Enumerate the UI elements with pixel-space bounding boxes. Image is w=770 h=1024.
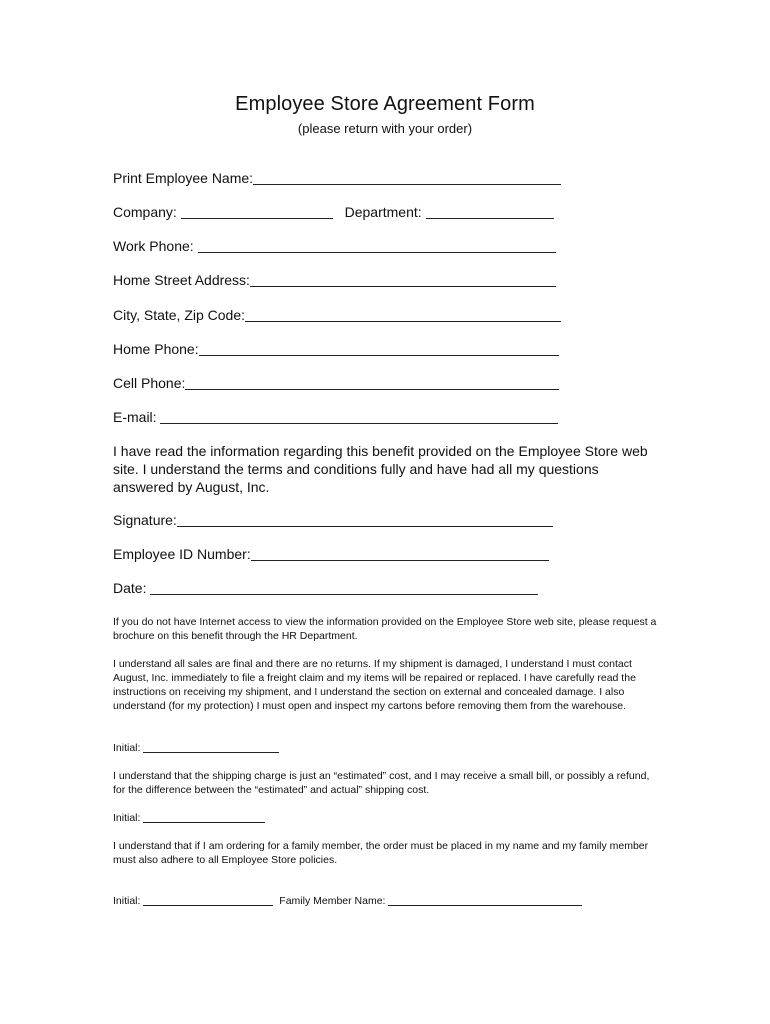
work-phone-label: Work Phone: [113, 238, 194, 254]
cell-phone-field [113, 374, 559, 392]
initial-input-3[interactable] [143, 894, 273, 906]
department-label: Department: [344, 204, 422, 220]
email-input[interactable] [160, 408, 558, 424]
work-phone-input[interactable] [198, 237, 556, 253]
signature-input[interactable] [177, 511, 553, 527]
page-title: Employee Store Agreement Form [235, 93, 535, 115]
internet-access-note: If you do not have Internet access to view the information provided on the Employee Store web site, please request a brochure on this benefit through the HR Department. [113, 616, 657, 642]
email-label: E-mail: [113, 409, 157, 425]
signature-field [113, 511, 553, 529]
company-field [113, 203, 554, 221]
family-member-name-label: Family Member Name: [279, 895, 386, 907]
initial-field-2 [113, 811, 265, 825]
shipping-charge-note: I understand that the shipping charge is just an “estimated” cost, and I may receive a small bill, or possibly a refund, for the difference between the “estimated” and actual” shipping cost. [113, 770, 650, 796]
date-field [113, 579, 538, 597]
work-phone-field [113, 237, 556, 255]
employee-id-field [113, 545, 549, 563]
company-label: Company: [113, 204, 177, 220]
initial-label-2: Initial: [113, 812, 141, 824]
initial-field-1 [113, 741, 279, 755]
home-street-label: Home Street Address: [113, 272, 250, 288]
page-subtitle: (please return with your order) [297, 121, 473, 136]
cell-phone-input[interactable] [185, 374, 559, 390]
cell-phone-label: Cell Phone: [113, 375, 186, 391]
home-phone-field [113, 340, 559, 358]
email-field [113, 408, 558, 426]
department-input[interactable] [426, 203, 554, 219]
employee-name-input[interactable] [253, 169, 561, 185]
initial-input-2[interactable] [143, 811, 265, 823]
initial-label-1: Initial: [113, 742, 141, 754]
city-state-zip-input[interactable] [245, 306, 561, 322]
family-member-name-input[interactable] [388, 894, 582, 906]
initial-input-1[interactable] [143, 741, 279, 753]
city-state-zip-label: City, State, Zip Code: [113, 307, 246, 323]
home-phone-label: Home Phone: [113, 341, 199, 357]
home-phone-input[interactable] [199, 340, 559, 356]
home-street-input[interactable] [250, 271, 556, 287]
initial-field-3 [113, 894, 582, 908]
date-label: Date: [113, 580, 147, 596]
city-state-zip-field [113, 306, 561, 324]
agreement-paragraph: I have read the information regarding this benefit provided on the Employee Store web site. I understand the terms and conditions fully and have had all my questions answered by August, Inc. [113, 443, 648, 495]
date-input[interactable] [150, 579, 538, 595]
employee-name-field [113, 169, 561, 187]
sales-final-note: I understand all sales are final and there are no returns. If my shipment is damaged, I understand I must contact August, Inc. immediately to file a freight claim and my items will be repaired or replaced. I have carefully read the instructions on receiving my shipment, and I understand the section on external and concealed damage. I also understand (for my protection) I must open and inspect my cartons before removing them from the warehouse. [113, 658, 636, 712]
initial-label-3: Initial: [113, 895, 141, 907]
signature-label: Signature: [113, 512, 177, 528]
family-member-note: I understand that if I am ordering for a family member, the order must be placed in my name and my family member must also adhere to all Employee Store policies. [113, 840, 649, 866]
employee-id-label: Employee ID Number: [113, 546, 251, 562]
employee-name-label: Print Employee Name: [113, 170, 254, 186]
company-input[interactable] [181, 203, 333, 219]
employee-id-input[interactable] [251, 545, 549, 561]
home-street-field [113, 271, 556, 289]
